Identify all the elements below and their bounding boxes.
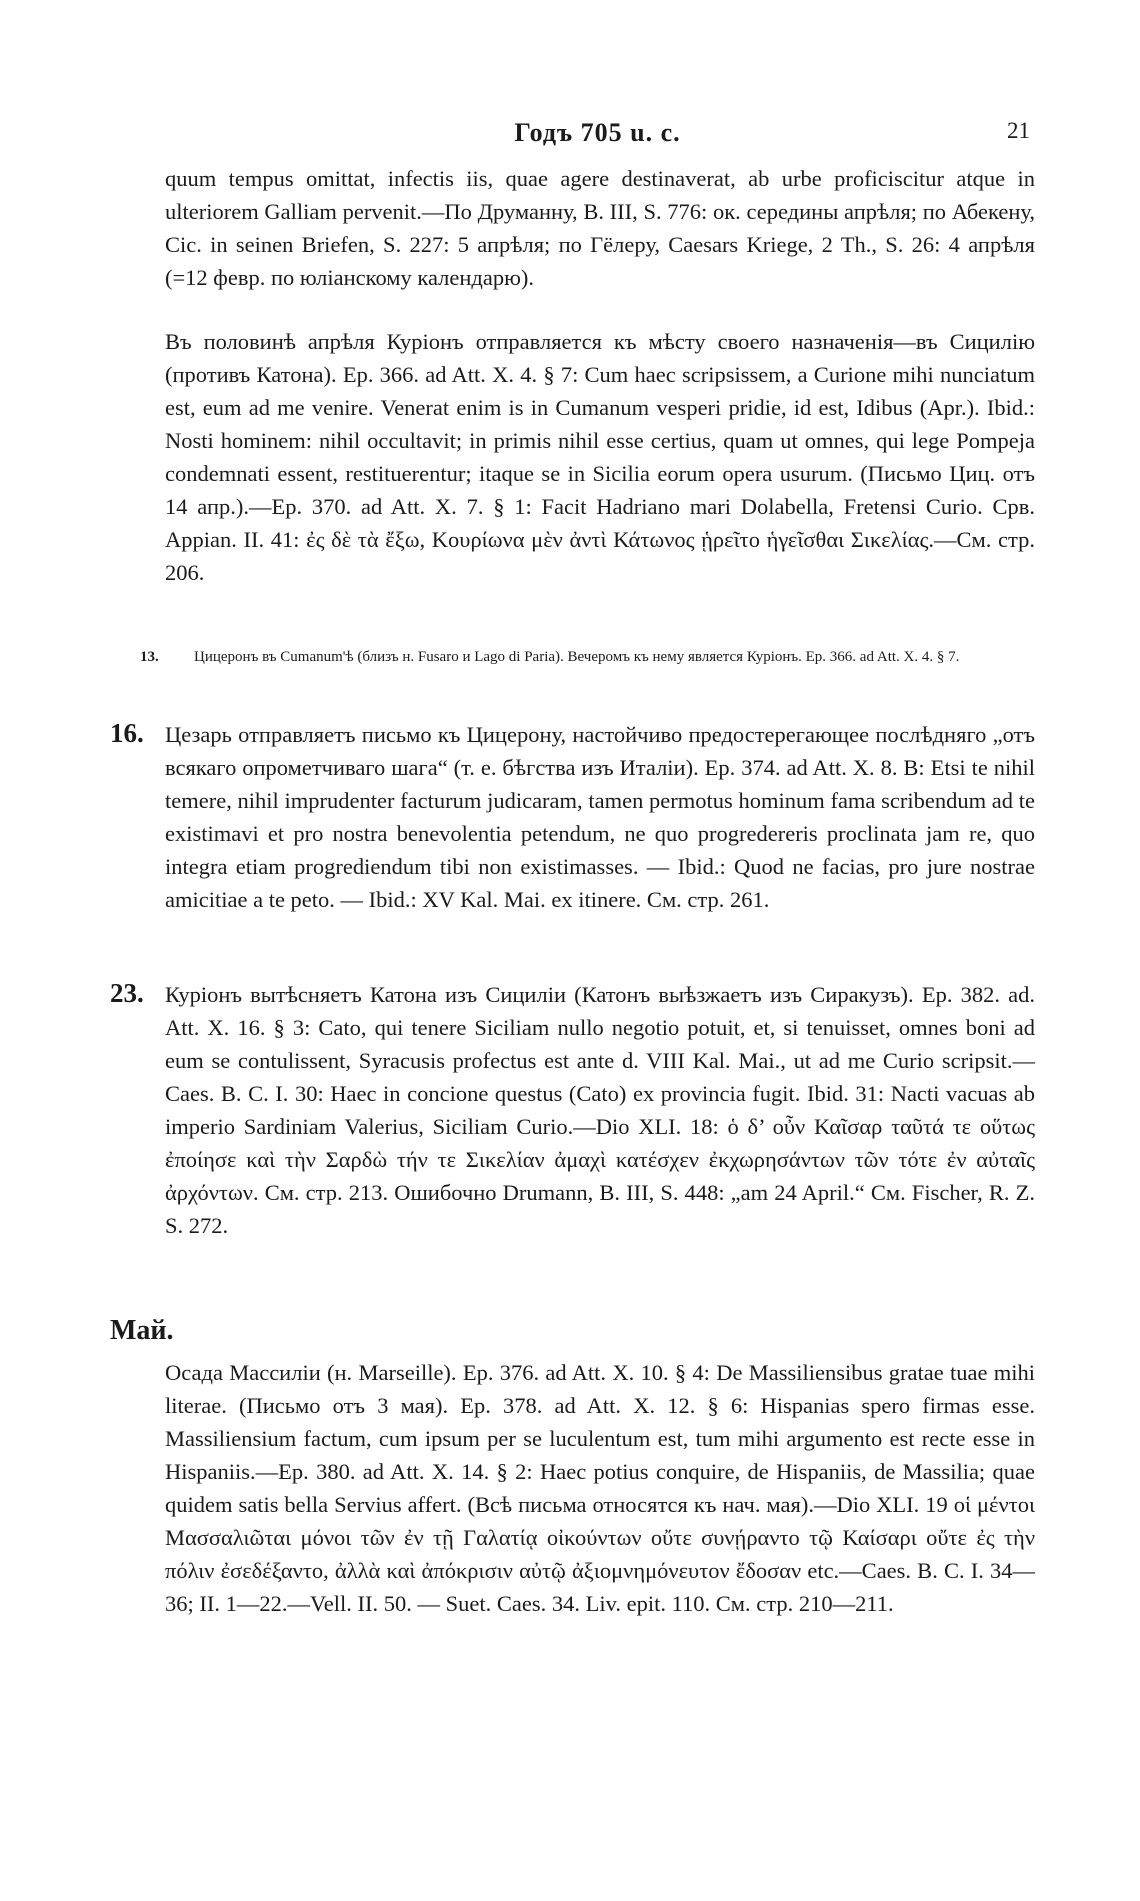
paragraph-text: quum tempus omittat, infectis iis, quae agere destinaverat, ab urbe proficiscitur atque in ulteriorem Galliam pervenit.—По Друманну, B. III, S. 776: ок. середины апрѣля; по Абекену, Cic. in seinen Briefen, S. 227: 5 апрѣля; по Гёлеру, Caesars Kriege, 2 Th., S. 26: 4 апрѣля (=12 февр. по юліанскому календарю). (165, 166, 1035, 290)
paragraph-text: Въ половинѣ апрѣля Куріонъ отправляется къ мѣсту своего назначенія—въ Сицилію (противъ Катона). Ep. 366. ad Att. X. 4. § 7: Cum haec scripsissem, a Curione mihi nunciatum est, eum ad me venire. Venerat enim is in Cumanum vesperi pridie, id est, Idibus (Apr.). Ibid.: Nosti hominem: nihil occultavit; in primis nihil esse certius, quam ut omnes, qui lege Pompeja condemnati essent, restituerentur; itaque se in Sicilia eorum opera usurum. (Письмо Циц. отъ 14 апр.).—Ep. 370. ad Att. X. 7. § 1: Facit Hadriano mari Dolabella, Fretensi Curio. Срв. Appian. II. 41: ἐς δὲ τὰ ἔξω, Κουρίωνα μὲν ἀντὶ Κάτωνος ᾑρεῖτο ἡγεῖσθαι Σικελίας.—См. стр. 206. (165, 329, 1035, 585)
entry-23 (110, 978, 1035, 1242)
entry-16 (110, 718, 1035, 916)
entry-may (110, 1356, 1035, 1620)
footnote-number: 13. (140, 649, 159, 665)
month-heading: Май. (110, 1315, 174, 1346)
page-number: 21 (1007, 118, 1030, 143)
entry-text: Куріонъ вытѣсняетъ Катона изъ Сициліи (Катонъ выѣзжаетъ изъ Сиракузъ). Ep. 382. ad. Att. X. 16. § 3: Cato, qui tenere Siciliam nullo negotio potuit, et, si tenuisset, omnes boni ad eum se contulissent, Syracusis profectus est ante d. VIII Kal. Mai., ut ad me Curio scripsit.—Caes. B. C. I. 30: Haec in concione questus (Cato) ex provincia fugit. Ibid. 31: Nacti vacuas ab imperio Sardiniam Valerius, Siciliam Curio.—Dio XLI. 18: ὁ δ’ οὖν Καῖσαρ ταῦτά τε οὕτως ἐποίησε καὶ τὴν Σαρδὼ τήν τε Σικελίαν ἀμαχὶ κατέσχεν ἐκχωρησάντων τῶν τότε ἐν αὐταῖς ἀρχόντων. См. стр. 213. Ошибочно Drumann, B. III, S. 448: „am 24 April.“ См. Fischer, R. Z. S. 272. (165, 982, 1035, 1238)
entry-text: Осада Массиліи (н. Marseille). Ep. 376. ad Att. X. 10. § 4: De Massiliensibus gratae tuae mihi literae. (Письмо отъ 3 мая). Ep. 378. ad Att. X. 12. § 6: Hispanias spero firmas esse. Massiliensium factum, cum ipsum per se luculentum est, tum mihi argumento est recte esse in Hispaniis.—Ep. 380. ad Att. X. 14. § 2: Haec potius conquire, de Hispaniis, de Massilia; quae quidem satis bella Servius affert. (Всѣ письма относятся къ нач. мая).—Dio XLI. 19 οἱ μέντοι Μασσαλιῶται μόνοι τῶν ἐν τῇ Γαλατίᾳ οἰκούντων οὔτε συνῄραντο τῷ Καίσαρι οὔτε ἐς τὴν πόλιν ἐσεδέξαντο, ἀλλὰ καὶ ἀπόκρισιν αὐτῷ ἀξιομνημόνευτον ἔδοσαν etc.—Caes. B. C. I. 34—36; II. 1—22.—Vell. II. 50. — Suet. Caes. 34. Liv. epit. 110. См. стр. 210—211. (165, 1360, 1035, 1616)
footnote (140, 646, 1035, 668)
page-header (165, 118, 1030, 154)
day-marker: 23. (110, 978, 144, 1008)
day-marker: 16. (110, 718, 144, 748)
footnote-text: Цицеронъ въ Cumanum'ѣ (близъ н. Fusaro и Lago di Paria). Вечеромъ къ нему является Куріонъ. Ep. 366. ad Att. X. 4. § 7. (194, 649, 960, 665)
entry-text: Цезарь отправляетъ письмо къ Цицерону, настойчиво предостерегающее послѣдняго „отъ всякаго опрометчиваго шага“ (т. е. бѣгства изъ Италіи). Ep. 374. ad Att. X. 8. B: Etsi te nihil temere, nihil imprudenter facturum judicaram, tamen permotus hominum fama scribendum ad te existimavi et pro nostra benevolentia petendum, ne quo progredereris proclinata jam re, quo integra etiam progrediendum tibi non existimasses. — Ibid.: Quod ne facias, pro jure nostrae amicitiae a te peto. — Ibid.: XV Kal. Mai. ex itinere. См. стр. 261. (165, 722, 1035, 912)
running-title: Годъ 705 u. c. (514, 118, 681, 147)
paragraph-curio (110, 325, 1035, 589)
paragraph-continuation (110, 162, 1035, 294)
